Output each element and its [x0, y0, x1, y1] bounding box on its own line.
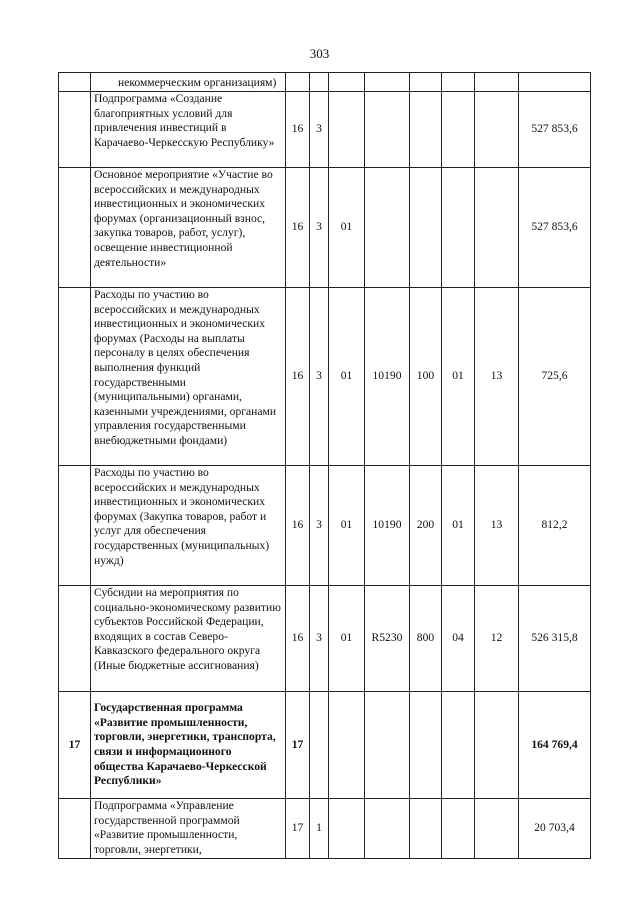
code-main-event: 01 [329, 586, 365, 692]
code-subsection [475, 92, 519, 168]
code-subprogram [310, 73, 329, 92]
code-section: 01 [442, 466, 475, 586]
code-expense-type [410, 73, 442, 92]
code-section [442, 73, 475, 92]
code-program: 16 [286, 288, 310, 466]
row-amount [519, 73, 591, 92]
table-row [59, 168, 591, 288]
row-name: Подпрограмма «Управление государственной программой «Развитие промышленности, торговли, энергетики, [91, 799, 286, 859]
code-direction: 10190 [365, 288, 410, 466]
code-program: 16 [286, 92, 310, 168]
row-number [59, 586, 91, 692]
table-row [59, 466, 591, 586]
code-section: 04 [442, 586, 475, 692]
code-direction [365, 73, 410, 92]
code-direction: 10190 [365, 466, 410, 586]
code-section [442, 168, 475, 288]
code-subsection [475, 799, 519, 859]
row-amount: 812,2 [519, 466, 591, 586]
row-name: Расходы по участию во всероссийских и международных инвестиционных и экономических форумах (Закупка товаров, работ и услуг для обеспечения государственных (муниципальных) нужд) [91, 466, 286, 586]
code-section [442, 799, 475, 859]
row-amount: 164 769,4 [519, 692, 591, 799]
row-amount: 526 315,8 [519, 586, 591, 692]
code-program: 16 [286, 586, 310, 692]
code-section: 01 [442, 288, 475, 466]
budget-table [58, 72, 591, 859]
code-main-event [329, 692, 365, 799]
code-program: 17 [286, 692, 310, 799]
row-amount: 527 853,6 [519, 168, 591, 288]
code-subsection [475, 168, 519, 288]
code-subprogram: 3 [310, 92, 329, 168]
code-program: 17 [286, 799, 310, 859]
table-row [59, 73, 591, 92]
row-number: 17 [59, 692, 91, 799]
row-number [59, 466, 91, 586]
code-expense-type [410, 92, 442, 168]
code-subprogram: 1 [310, 799, 329, 859]
table-row [59, 799, 591, 859]
code-subsection: 12 [475, 586, 519, 692]
code-direction [365, 92, 410, 168]
row-number [59, 92, 91, 168]
code-subsection: 13 [475, 288, 519, 466]
code-program: 16 [286, 168, 310, 288]
code-main-event [329, 73, 365, 92]
page-number: 303 [309, 46, 330, 61]
table-row [59, 692, 591, 799]
code-direction [365, 692, 410, 799]
row-amount: 527 853,6 [519, 92, 591, 168]
code-expense-type: 800 [410, 586, 442, 692]
code-subsection: 13 [475, 466, 519, 586]
row-amount: 20 703,4 [519, 799, 591, 859]
row-number [59, 73, 91, 92]
code-subprogram: 3 [310, 466, 329, 586]
code-main-event [329, 92, 365, 168]
code-expense-type [410, 692, 442, 799]
row-number [59, 799, 91, 859]
row-amount: 725,6 [519, 288, 591, 466]
code-expense-type: 100 [410, 288, 442, 466]
code-subsection [475, 73, 519, 92]
code-subprogram: 3 [310, 288, 329, 466]
row-name: Подпрограмма «Создание благоприятных условий для привлечения инвестиций в Карачаево-Черкесскую Республику» [91, 92, 286, 168]
code-subprogram [310, 692, 329, 799]
row-name: Субсидии на мероприятия по социально-экономическому развитию субъектов Российской Федерации, входящих в состав Северо-Кавказского федерального округа (Иные бюджетные ассигнования) [91, 586, 286, 692]
code-subprogram: 3 [310, 586, 329, 692]
table-row [59, 586, 591, 692]
code-main-event: 01 [329, 168, 365, 288]
code-expense-type [410, 168, 442, 288]
code-subsection [475, 692, 519, 799]
code-direction [365, 799, 410, 859]
code-main-event [329, 799, 365, 859]
row-name: некоммерческим организациям) [91, 73, 286, 92]
code-main-event: 01 [329, 288, 365, 466]
code-direction: R5230 [365, 586, 410, 692]
row-name: Государственная программа «Развитие промышленности, торговли, энергетики, транспорта, связи и информационного общества Карачаево-Черкесской Республики» [91, 692, 286, 799]
code-program: 16 [286, 466, 310, 586]
code-section [442, 92, 475, 168]
code-section [442, 692, 475, 799]
table-row [59, 92, 591, 168]
code-subprogram: 3 [310, 168, 329, 288]
row-number [59, 168, 91, 288]
table-row [59, 288, 591, 466]
code-direction [365, 168, 410, 288]
row-name: Расходы по участию во всероссийских и международных инвестиционных и экономических форумах (Расходы на выплаты персоналу в целях обеспечения выполнения функций государственными (муниципальными) органами, казенными учреждениями, органами управления государственными внебюджетными фондами) [91, 288, 286, 466]
code-expense-type [410, 799, 442, 859]
code-main-event: 01 [329, 466, 365, 586]
code-program [286, 73, 310, 92]
row-number [59, 288, 91, 466]
code-expense-type: 200 [410, 466, 442, 586]
row-name: Основное мероприятие «Участие во всероссийских и международных инвестиционных и экономических форумах (организационный взнос, закупка товаров, работ, услуг), освещение инвестиционной деятельности» [91, 168, 286, 288]
